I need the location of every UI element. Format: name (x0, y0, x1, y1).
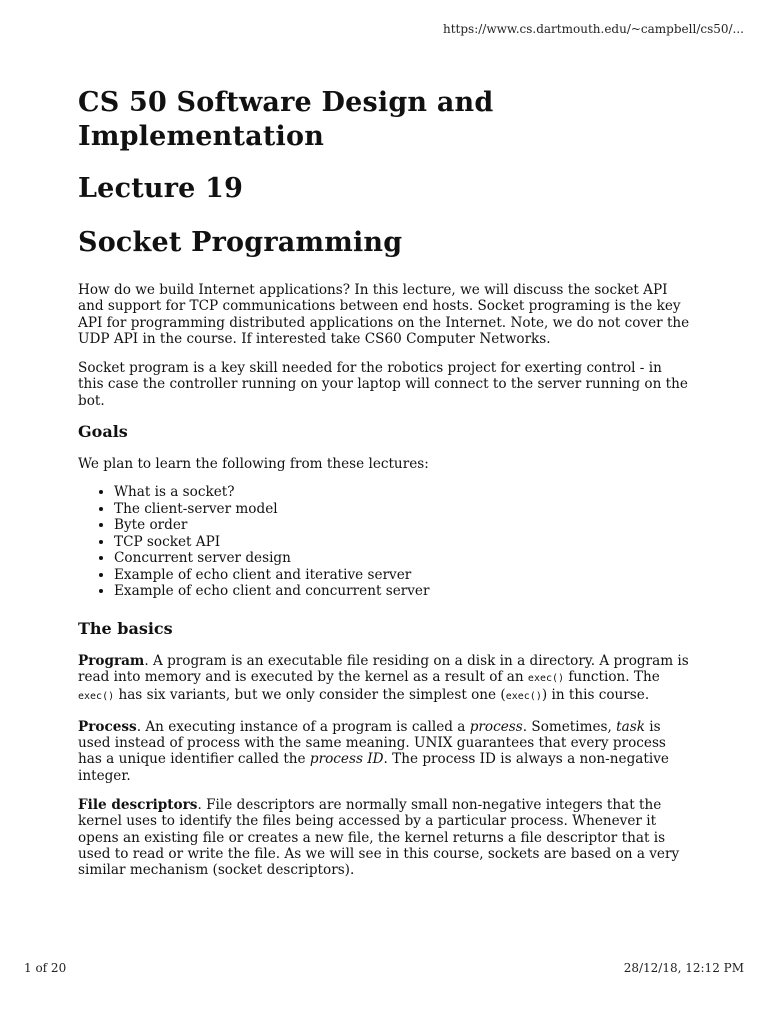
list-item: • Example of echo client and iterative server (114, 567, 690, 584)
print-timestamp: 28/12/18, 12:12 PM (623, 961, 744, 975)
process-paragraph: Process. An executing instance of a program is called a process. Sometimes, task is used instead of process with the same meaning. UNIX guarantees that every process has a unique identifier called the process ID. The process ID is always a non-negative integer. (78, 718, 669, 784)
process-term: Process (78, 718, 137, 735)
file-descriptors-paragraph: File descriptors. File descriptors are normally small non-negative integers that the kernel uses to identify the files being accessed by a particular process. Whenever it opens an existing file or creates a new file, the kernel returns a file descriptor that is used to read or write the file. As we will see in this course, sockets are based on a very similar mechanism (socket descriptors). (78, 796, 680, 879)
intro-paragraph-2: Socket program is a key skill needed for the robotics project for exerting control - in this case the controller running on your laptop will connect to the server running on the bot. (78, 360, 688, 409)
page-title: CS 50 Software Design and Implementation (78, 87, 494, 152)
list-item: • TCP socket API (114, 534, 690, 551)
list-item: • The client-server model (114, 501, 690, 518)
goals-list (78, 484, 690, 600)
list-item: • Byte order (114, 517, 690, 534)
code-exec: exec() (78, 691, 115, 703)
list-item: • Example of echo client and concurrent server (114, 583, 690, 600)
basics-heading: The basics (78, 618, 173, 638)
code-exec: exec() (505, 691, 542, 703)
lecture-topic: Socket Programming (78, 227, 403, 258)
list-item: • What is a socket? (114, 484, 690, 501)
goals-heading: Goals (78, 422, 128, 442)
page-url: https://www.cs.dartmouth.edu/~campbell/cs50/... (442, 22, 744, 36)
code-exec: exec() (527, 673, 565, 685)
lecture-number: Lecture 19 (78, 173, 244, 204)
program-paragraph: Program. A program is an executable file residing on a disk in a directory. A program is read into memory and is executed by the kernel as a result of an exec() function. The exec() has six variants, but we only consider the simplest one (exec()) in this course. (78, 652, 689, 704)
program-term: Program (78, 652, 145, 669)
intro-paragraph-1: How do we build Internet applications? In this lecture, we will discuss the socket API and support for TCP communications between end hosts. Socket programing is the key API for programming distributed applications on the Internet. Note, we do not cover the UDP API in the course. If interested take CS60 Computer Networks. (78, 282, 690, 347)
document-body (78, 86, 690, 891)
goals-lead: We plan to learn the following from these lectures: (78, 456, 429, 473)
list-item: • Concurrent server design (114, 550, 690, 567)
file-descriptors-term: File descriptors (78, 796, 198, 813)
page-counter: 1 of 20 (24, 961, 67, 975)
